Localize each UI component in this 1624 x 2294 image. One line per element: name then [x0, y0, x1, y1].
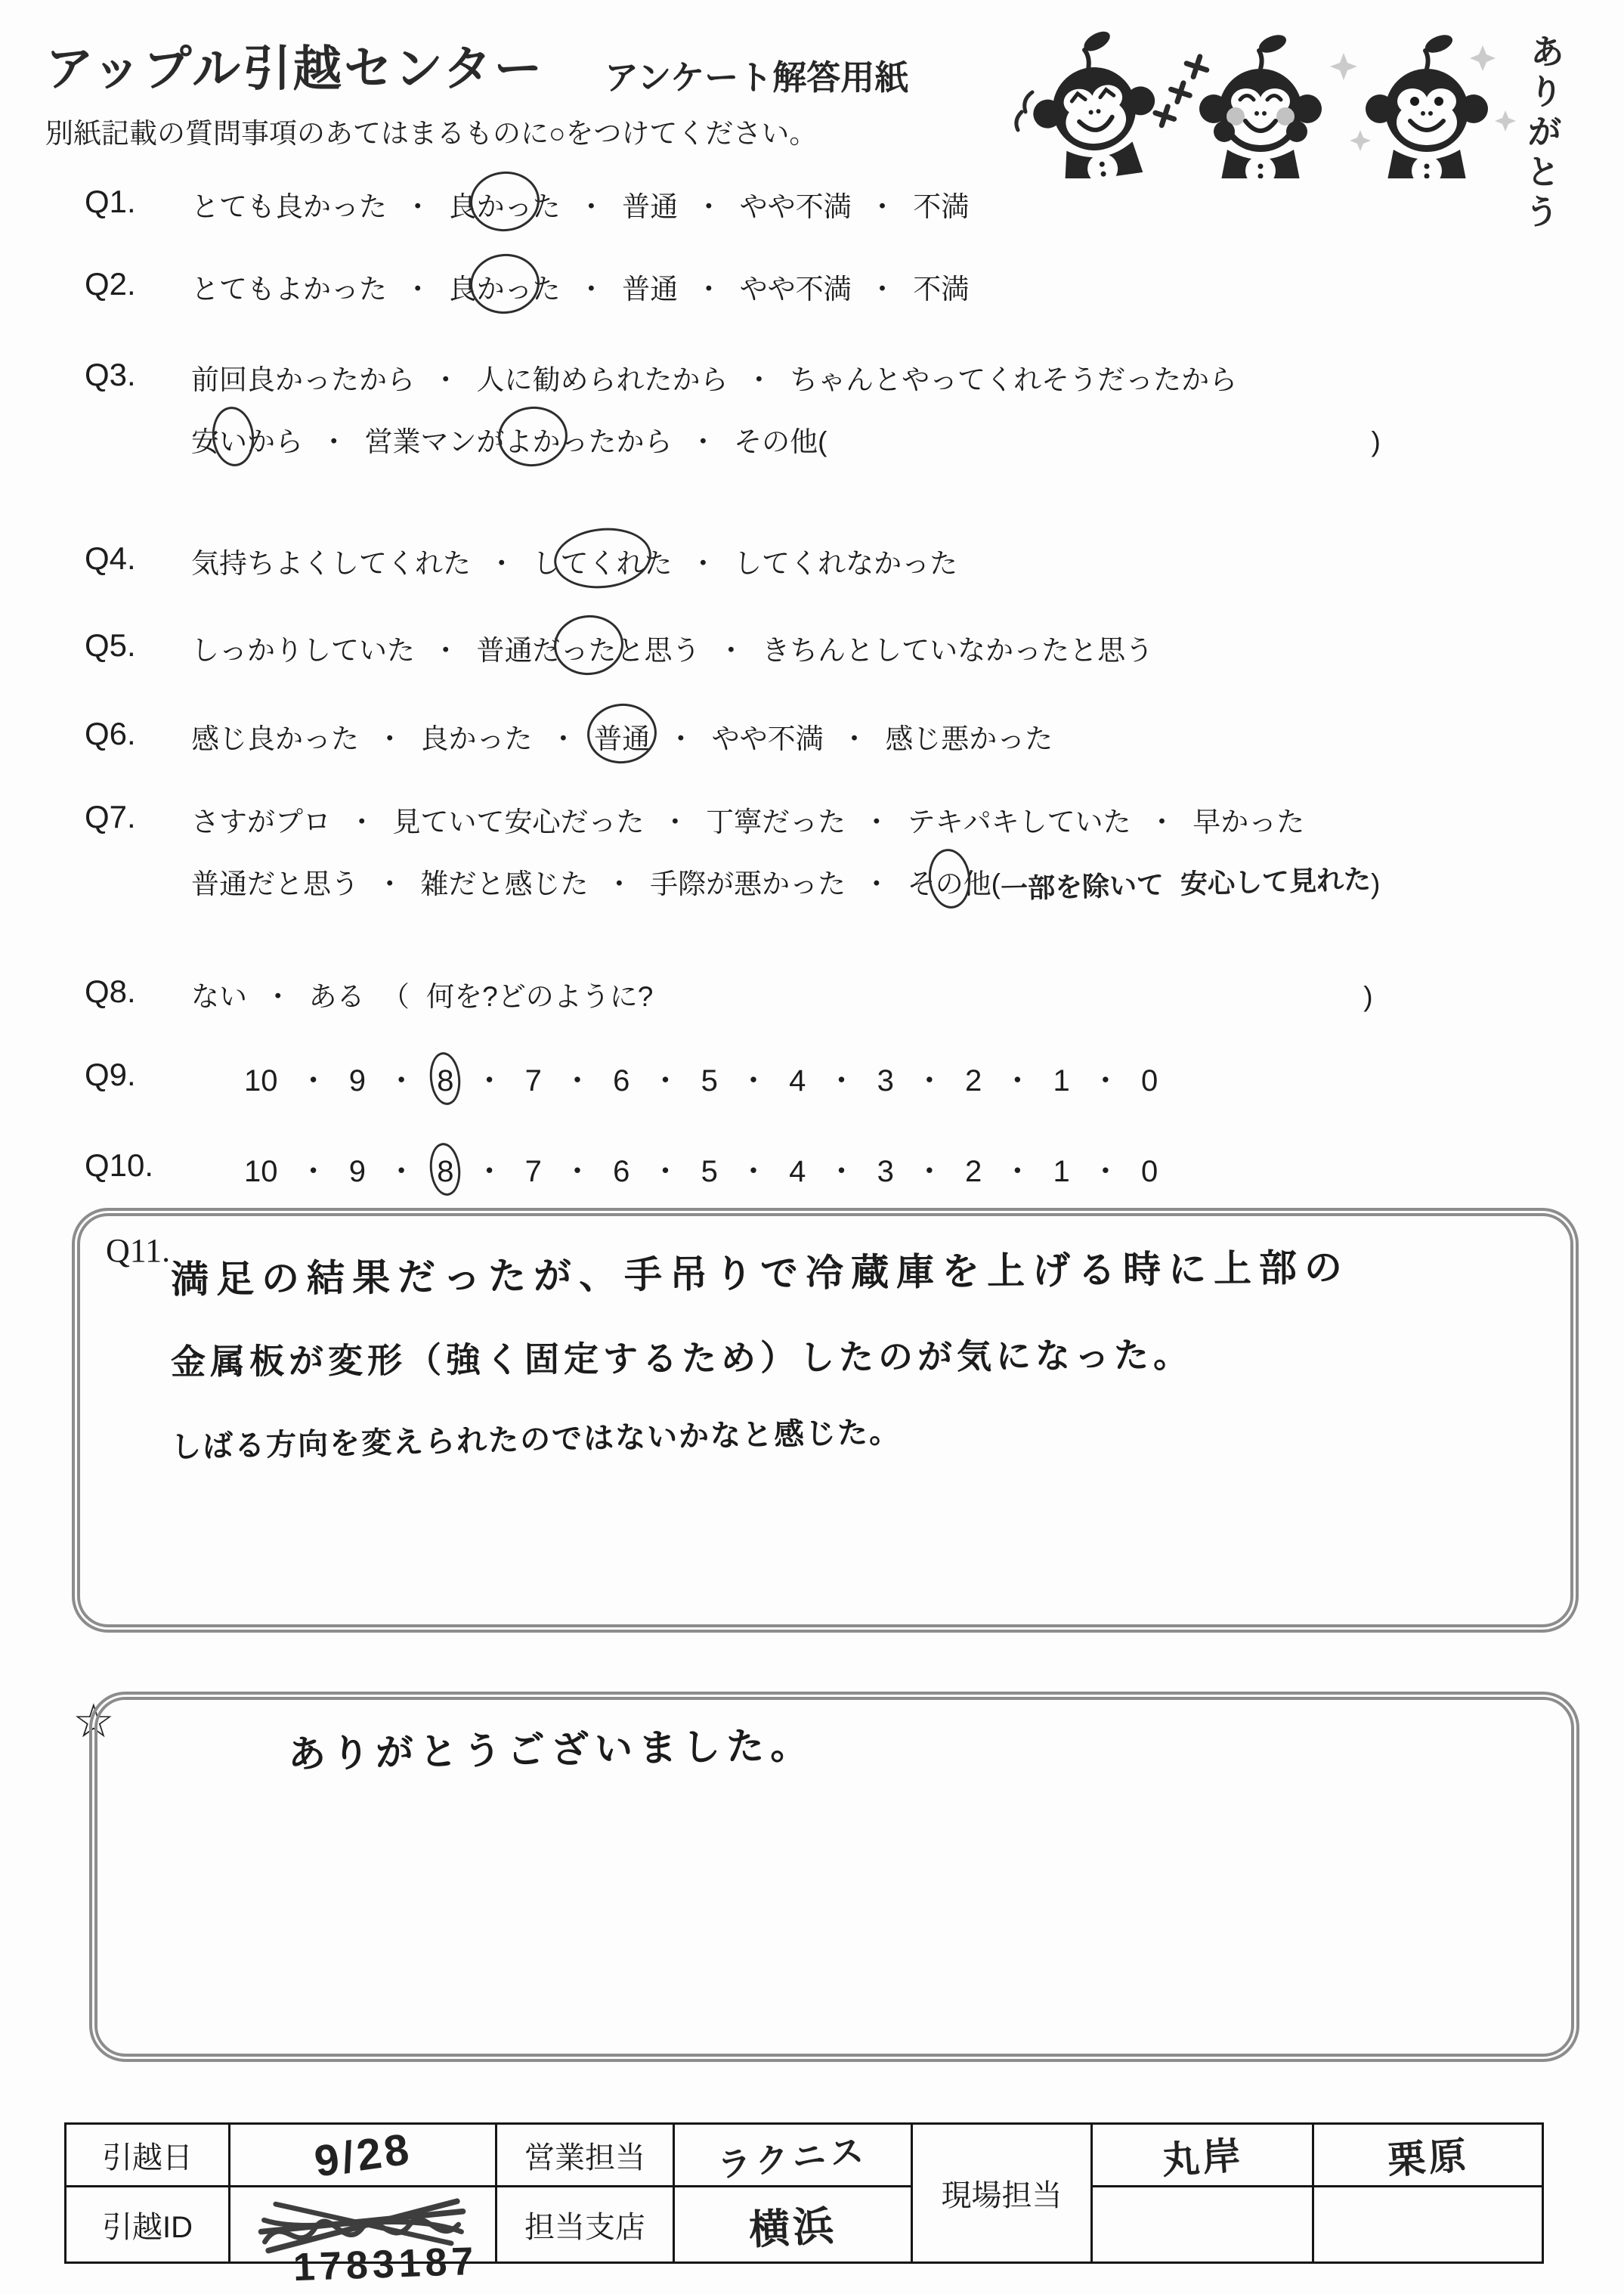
monkey-icon — [1199, 32, 1322, 178]
question-label: Q8. — [85, 974, 136, 1009]
sales-rep-label: 営業担当 — [496, 2124, 674, 2187]
option-text: とてもよかった ・ 良 — [191, 274, 477, 305]
thanks-box — [89, 1692, 1579, 2062]
star-icon: ☆ — [73, 1695, 115, 1748]
handwritten-comment-line: 金属板が変形（強く固定するため）したのが気になった。 — [170, 1335, 1193, 1382]
option-text: 気持ちよくしてくれた ・ し — [191, 548, 561, 579]
option-text: ) — [1363, 981, 1373, 1012]
question-options — [191, 799, 1304, 840]
option-text: 他( — [963, 868, 1001, 899]
handwritten-text: 一部を除いて 安心して見れた — [1000, 863, 1372, 905]
site-crew-name2: 栗原 — [1313, 2124, 1543, 2187]
question-label: Q5. — [85, 627, 136, 663]
instructions-text: 別紙記載の質問事項のあてはまるものに○をつけてください。 — [45, 118, 818, 149]
site-crew-empty2 — [1313, 2187, 1543, 2263]
option-text: しっかりしていた ・ 普通だ — [191, 635, 561, 666]
circled-answer: 8 — [437, 1155, 454, 1188]
footer-table — [64, 2122, 1544, 2264]
handwritten-thanks: ありがとうございました。 — [287, 1723, 815, 1776]
circled-answer: の — [936, 861, 964, 902]
question-options — [191, 540, 957, 581]
option-text: ) — [1371, 868, 1381, 899]
site-crew-label: 現場担当 — [912, 2124, 1092, 2263]
question-options — [244, 1057, 1158, 1100]
question-options — [191, 627, 1153, 668]
option-text: ったから ・ その他( — [560, 426, 827, 457]
motion-lines-icon — [1016, 92, 1032, 130]
option-text: から ・ 営業マンが — [247, 426, 505, 457]
rewritten-move-id: 1783187 — [292, 2239, 479, 2290]
option-text: ・ 7 ・ 6 ・ 5 ・ 4 ・ 3 ・ 2 ・ 1 ・ 0 — [453, 1064, 1158, 1097]
handwritten-comment-line: しばる方向を変えられたのではないかなと感じた。 — [170, 1415, 902, 1465]
vertical-thanks-calligraphy: ありがとう — [1519, 33, 1566, 234]
monkey-icon — [1022, 22, 1165, 178]
question-label: Q7. — [85, 799, 136, 834]
sales-rep-value: ラクニス — [674, 2124, 912, 2187]
circled-answer: い — [219, 419, 247, 460]
question-label: Q6. — [85, 716, 136, 751]
option-text: ・ やや不満 ・ 感じ悪かった — [650, 723, 1053, 754]
option-text: 10 ・ 9 ・ — [244, 1064, 438, 1097]
option-text: さすがプロ ・ 見ていて安心だった ・ 丁寧だった ・ テキパキしていた ・ 早かった — [191, 806, 1305, 837]
handwritten-comment-line: 満足の結果だったが、手吊りで冷蔵庫を上げる時に上部の — [170, 1246, 1350, 1302]
option-text: 感じ良かった ・ 良かった ・ — [191, 723, 595, 754]
question-options — [191, 716, 1053, 757]
option-text: ・ 7 ・ 6 ・ 5 ・ 4 ・ 3 ・ 2 ・ 1 ・ 0 — [453, 1155, 1158, 1188]
option-text: た ・ 普通 ・ やや不満 ・ 不満 — [532, 274, 970, 305]
circled-answer: 普通 — [594, 716, 650, 757]
question-options — [191, 861, 1381, 905]
move-date-value: 9/28 — [230, 2124, 496, 2187]
option-text: た ・ 普通 ・ やや不満 ・ 不満 — [532, 191, 970, 222]
option-text: 10 ・ 9 ・ — [244, 1155, 438, 1188]
circled-answer: てくれ — [561, 540, 645, 581]
option-text: とても良かった ・ 良 — [191, 191, 477, 222]
branch-value: 横浜 — [674, 2187, 912, 2263]
question-options — [191, 974, 1373, 1014]
option-text: ) — [1371, 426, 1381, 457]
question-options — [191, 184, 969, 224]
comment-box — [72, 1208, 1579, 1633]
option-text: 前回良かったから ・ 人に勧められたから ・ ちゃんとやってくれそうだったから — [191, 364, 1238, 395]
question-label: Q4. — [85, 540, 136, 576]
question-label: Q1. — [85, 184, 136, 219]
question-label: Q9. — [85, 1057, 136, 1092]
question-options — [191, 357, 1237, 398]
question-options — [191, 266, 969, 307]
question-label: Q10. — [85, 1147, 154, 1183]
branch-label: 担当支店 — [496, 2187, 674, 2263]
plus-sparkles-icon — [1152, 49, 1210, 134]
move-id-label: 引越ID — [66, 2187, 230, 2263]
circled-answer: った — [561, 627, 617, 668]
circled-answer: よか — [505, 419, 561, 460]
question-label: Q2. — [85, 266, 136, 302]
option-text: と思う ・ きちんとしていなかったと思う — [616, 635, 1154, 666]
company-title: アップル引越センター — [45, 42, 545, 96]
circled-answer: かっ — [477, 184, 533, 224]
move-date-label: 引越日 — [66, 2124, 230, 2187]
three-monkeys-illustration — [1013, 20, 1520, 178]
question-options — [191, 419, 1381, 460]
form-subtitle: アンケート解答用紙 — [605, 58, 909, 97]
option-text: 普通だと思う ・ 雑だと感じた ・ 手際が悪かった ・ そ — [191, 868, 936, 899]
question-options — [244, 1147, 1158, 1190]
table-row — [66, 2124, 1543, 2187]
option-text: ない ・ ある （ 何を?どのように? — [191, 981, 654, 1012]
option-text: 安 — [191, 426, 219, 457]
question-label: Q3. — [85, 357, 136, 392]
table-row — [66, 2187, 1543, 2263]
monkey-icon — [1366, 32, 1488, 178]
site-crew-name1: 丸岸 — [1092, 2124, 1313, 2187]
circled-answer: 8 — [437, 1064, 454, 1097]
circled-answer: かっ — [477, 266, 533, 307]
site-crew-empty1 — [1092, 2187, 1313, 2263]
option-text: た ・ してくれなかった — [644, 548, 958, 579]
question-label: Q11. — [106, 1232, 171, 1269]
